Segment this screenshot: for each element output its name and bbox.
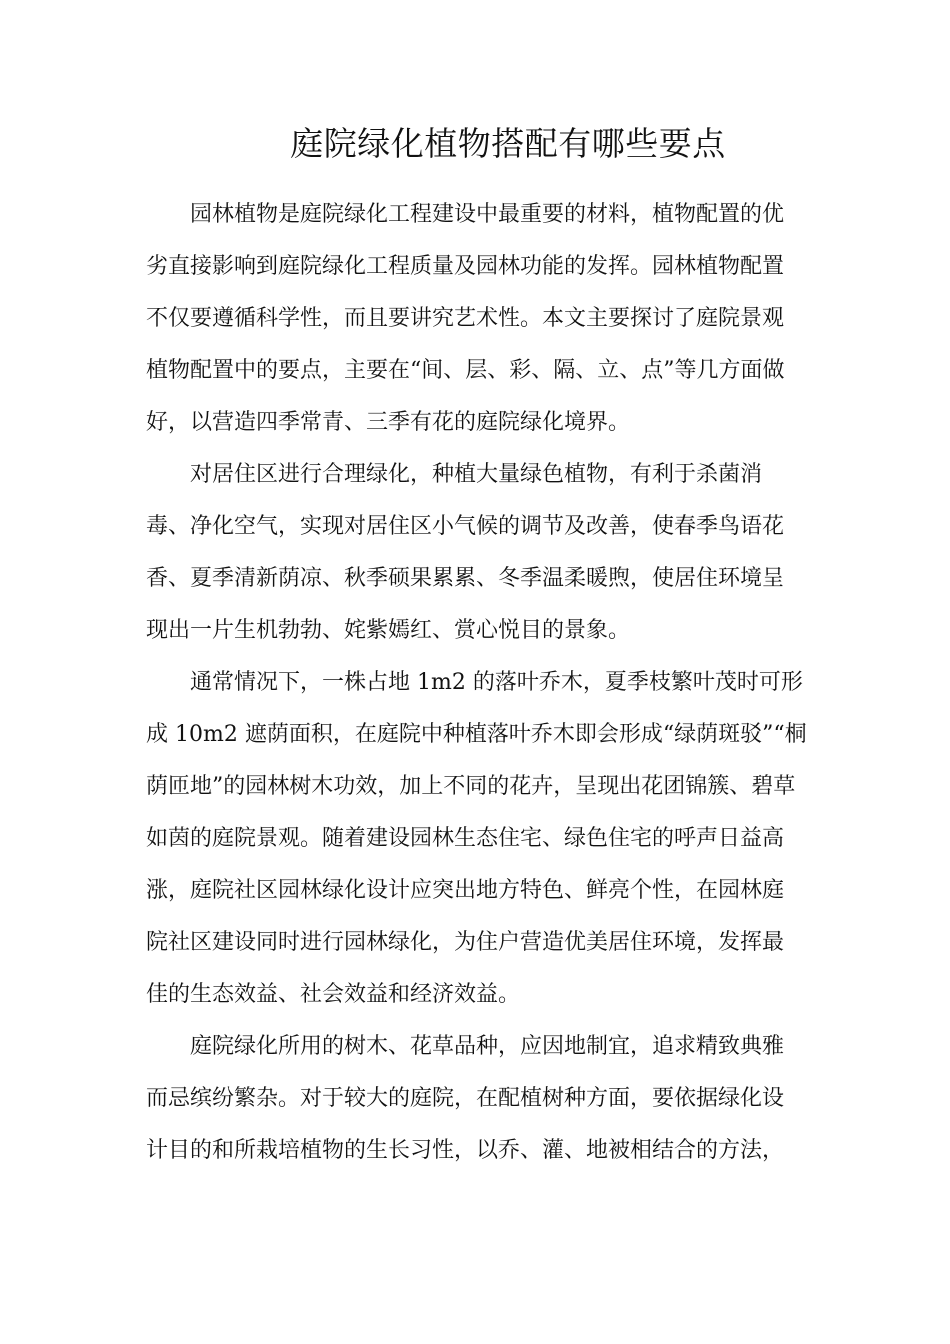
text-line: 现出一片生机勃勃、姹紫嫣红、赏心悦目的景象。 [146,618,631,643]
document-title: 庭院绿化植物搭配有哪些要点 [290,124,726,163]
paragraph-3 [146,657,807,1021]
text-line: 通常情况下，一株占地 1m2 的落叶乔木，夏季枝繁叶茂时可形 [190,670,803,695]
document-body [146,189,807,1177]
text-line: 涨，庭院社区园林绿化设计应突出地方特色、鲜亮个性，在园林庭 [146,878,785,903]
text-line: 对居住区进行合理绿化，种植大量绿色植物，有利于杀菌消 [190,462,763,487]
text-line: 如茵的庭院景观。随着建设园林生态住宅、绿色住宅的呼声日益高 [146,826,785,851]
text-line: 院社区建设同时进行园林绿化，为住户营造优美居住环境，发挥最 [146,930,785,955]
text-line: 不仅要遵循科学性，而且要讲究艺术性。本文主要探讨了庭院景观 [146,306,785,331]
text-line: 而忌缤纷繁杂。对于较大的庭院，在配植树种方面，要依据绿化设 [146,1086,785,1111]
text-line: 成 10m2 遮荫面积，在庭院中种植落叶乔木即会形成“绿荫斑驳”“桐 [146,722,807,747]
text-line: 计目的和所栽培植物的生长习性，以乔、灌、地被相结合的方法， [146,1138,785,1163]
paragraph-2 [146,449,804,657]
text-line: 毒、净化空气，实现对居住区小气候的调节及改善，使春季鸟语花 [146,514,785,539]
text-line: 佳的生态效益、社会效益和经济效益。 [146,982,521,1007]
text-line: 植物配置中的要点，主要在“间、层、彩、隔、立、点”等几方面做 [146,358,785,383]
text-line: 庭院绿化所用的树木、花草品种，应因地制宜，追求精致典雅 [190,1034,785,1059]
text-line: 好，以营造四季常青、三季有花的庭院绿化境界。 [146,410,631,435]
paragraph-4 [146,1021,804,1177]
text-line: 香、夏季清新荫凉、秋季硕果累累、冬季温柔暖煦，使居住环境呈 [146,566,785,591]
paragraph-1 [146,189,804,449]
text-line: 荫匝地”的园林树木功效，加上不同的花卉，呈现出花团锦簇、碧草 [146,774,796,799]
text-line: 园林植物是庭院绿化工程建设中最重要的材料，植物配置的优 [190,202,785,227]
text-line: 劣直接影响到庭院绿化工程质量及园林功能的发挥。园林植物配置 [146,254,785,279]
